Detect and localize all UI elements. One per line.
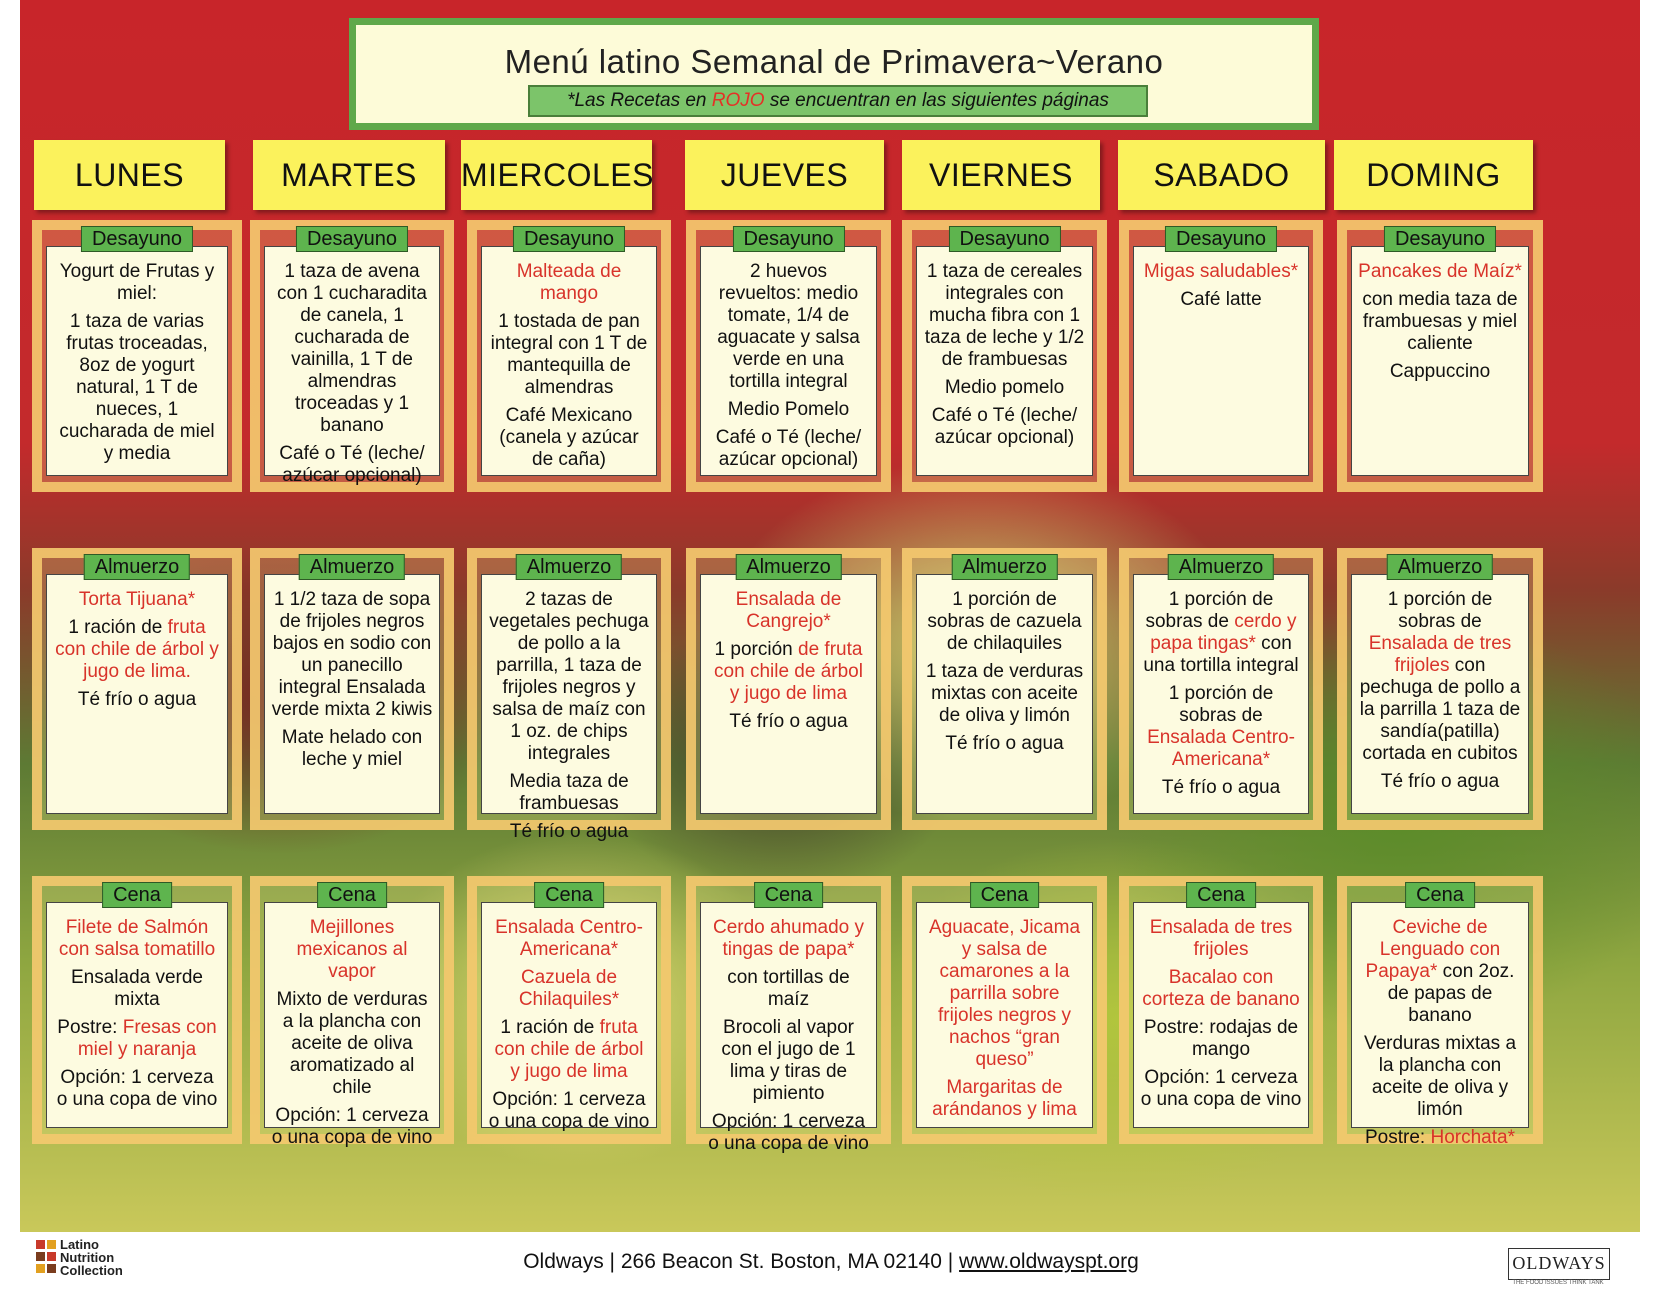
breakfast-content [46, 246, 228, 476]
menu-item-text: Pancakes de Maíz* [1358, 261, 1522, 282]
lunch-label: Almuerzo [1168, 554, 1274, 580]
menu-item-text: Té frío o agua [945, 733, 1064, 754]
day-header-lunes: LUNES [34, 140, 225, 210]
menu-item-text: 1 taza de cereales integrales con mucha fibra con 1 taza de leche y 1/2 de frambuesas [924, 261, 1085, 370]
lunch-card [1119, 548, 1323, 830]
menu-item-text: Mejillones mexicanos al vapor [296, 917, 408, 982]
menu-item-text: Ensalada de tres frijoles [1149, 917, 1293, 960]
day-header-doming: DOMING [1334, 140, 1533, 210]
menu-item-text: Postre: [57, 1017, 123, 1038]
dinner-card [686, 876, 891, 1154]
menu-item-text: Postre: [1365, 1127, 1431, 1148]
menu-item-text: 1 porción [714, 639, 798, 660]
menu-item-text: 1 taza de verduras mixtas con aceite de oliva y limón [925, 661, 1084, 726]
menu-item-text: Migas saludables* [1143, 261, 1299, 282]
lunch-label: Almuerzo [299, 554, 405, 580]
menu-item-text: Brocoli al vapor con el jugo de 1 lima y tiras de pimiento [721, 1017, 856, 1104]
menu-item-text: Ensalada de tres frijoles [1368, 633, 1512, 676]
logo-square [47, 1240, 56, 1249]
menu-item-text: Ensalada Centro-Americana* [1147, 727, 1295, 770]
menu-item-text: Café Mexicano (canela y azúcar de caña) [499, 405, 639, 470]
menu-item-text: Opción: 1 cerveza o una copa de vino [271, 1105, 433, 1148]
lunch-label: Almuerzo [735, 554, 841, 580]
menu-item-text: Torta Tijuana* [78, 589, 196, 610]
menu-item-text: Opción: 1 cerveza o una copa de vino [708, 1111, 869, 1154]
dinner-label: Cena [317, 882, 387, 908]
breakfast-card [250, 220, 454, 492]
dinner-content [1133, 902, 1309, 1128]
menu-item-text: 1 taza de avena con 1 cucharadita de canela, 1 cucharada de vainilla, 1 T de almendras troceadas y 1 banano [277, 261, 427, 436]
oldways-tagline: THE FOOD ISSUES THINK TANK [1512, 1280, 1604, 1286]
breakfast-label: Desayuno [732, 226, 844, 252]
menu-item-text: 1 tostada de pan integral con 1 T de mantequilla de almendras [490, 311, 648, 398]
breakfast-label: Desayuno [81, 226, 193, 252]
lunch-content [916, 574, 1093, 814]
menu-item-text: Aguacate, Jicama y salsa de camarones a la parrilla sobre frijoles negros y nachos “gran queso” [928, 917, 1081, 1070]
menu-item-text: Bacalao con corteza de banano [1142, 967, 1300, 1010]
breakfast-label: Desayuno [296, 226, 408, 252]
lunch-card [902, 548, 1107, 830]
address-text: Oldways | 266 Beacon St. Boston, MA 02140 | [523, 1250, 960, 1273]
menu-item-text: de fruta con chile de árbol y jugo de lima [714, 639, 863, 704]
menu-item-text: 2 huevos revueltos: medio tomate, 1/4 de aguacate y salsa verde en una tortilla integral [717, 261, 860, 392]
breakfast-card [902, 220, 1107, 492]
breakfast-label: Desayuno [1165, 226, 1277, 252]
menu-item-text: Té frío o agua [77, 689, 197, 710]
lunch-content [1351, 574, 1529, 814]
menu-item-text: fruta con chile de árbol y jugo de lima [494, 1017, 644, 1082]
menu-item-text: con pechuga de pollo a la parrilla 1 taza de sandía(patilla) cortada en cubitos [1359, 655, 1521, 764]
footer-address [0, 1250, 1662, 1274]
menu-item-text: Ceviche de Lenguado con Papaya* [1365, 917, 1501, 982]
menu-item-text: Margaritas de arándanos y lima [932, 1077, 1077, 1120]
breakfast-label: Desayuno [948, 226, 1060, 252]
menu-item-text: Medio pomelo [944, 377, 1065, 398]
poster-background [20, 0, 1640, 1232]
day-header-sabado: SABADO [1118, 140, 1325, 210]
breakfast-card [1119, 220, 1323, 492]
menu-item-text: Ensalada verde mixta [70, 967, 204, 1010]
day-header-martes: MARTES [253, 140, 445, 210]
dinner-content [700, 902, 877, 1154]
dinner-label: Cena [970, 882, 1040, 908]
menu-item-text: Café o Té (leche/ azúcar opcional) [279, 443, 425, 486]
menu-item-text: 1 porción de sobras de [1387, 589, 1493, 632]
breakfast-content [264, 246, 440, 486]
menu-item-text: Café o Té (leche/ azúcar opcional) [715, 427, 862, 470]
breakfast-content [700, 246, 877, 476]
lunch-card [467, 548, 671, 842]
menu-item-text: Postre: rodajas de mango [1143, 1017, 1299, 1060]
menu-item-text: con media taza de frambuesas y miel caliente [1362, 289, 1518, 354]
menu-item-text: 1 taza de varias frutas troceadas, 8oz de yogurt natural, 1 T de nueces, 1 cucharada de miel y media [59, 311, 215, 464]
website-link[interactable]: www.oldwayspt.org [959, 1250, 1139, 1273]
lunch-content [481, 574, 657, 842]
breakfast-content [1133, 246, 1309, 476]
dinner-card [467, 876, 671, 1144]
lunch-card [1337, 548, 1543, 830]
lunch-label: Almuerzo [84, 554, 190, 580]
menu-item-text: Media taza de frambuesas [509, 771, 629, 814]
lunch-card [250, 548, 454, 830]
dinner-card [32, 876, 242, 1144]
menu-item-text: con 2oz. de papas de banano [1387, 961, 1515, 1026]
logo-square [36, 1240, 45, 1249]
dinner-content [481, 902, 657, 1132]
note-highlight: ROJO [711, 90, 765, 111]
menu-item-text: Malteada de mango [516, 261, 622, 304]
dinner-label: Cena [1186, 882, 1256, 908]
recipe-note [528, 85, 1148, 117]
lunch-content [700, 574, 877, 814]
breakfast-label: Desayuno [513, 226, 625, 252]
menu-item-text: Cerdo ahumado y tingas de papa* [712, 917, 865, 960]
title-box [349, 18, 1319, 130]
menu-item-text: 1 porción de sobras de [1145, 589, 1274, 632]
lunch-label: Almuerzo [516, 554, 622, 580]
lunch-card [686, 548, 891, 830]
lunch-label: Almuerzo [1387, 554, 1493, 580]
lunch-content [46, 574, 228, 814]
breakfast-content [916, 246, 1093, 476]
menu-item-text: 1 porción de sobras de cazuela de chilaquiles [927, 589, 1082, 654]
dinner-card [1119, 876, 1323, 1144]
note-prefix: *Las Recetas en [567, 90, 712, 111]
dinner-content [916, 902, 1093, 1128]
day-header-miercoles: MIERCOLES [461, 140, 652, 210]
dinner-label: Cena [534, 882, 604, 908]
oldways-logo: OLDWAYS [1508, 1248, 1610, 1280]
menu-item-text: Horchata* [1430, 1127, 1515, 1148]
menu-item-text: 1 ración de [68, 617, 168, 638]
menu-item-text: Opción: 1 cerveza o una copa de vino [488, 1089, 650, 1132]
menu-item-text: Mate helado con leche y miel [281, 727, 423, 770]
dinner-label: Cena [102, 882, 172, 908]
dinner-content [264, 902, 440, 1148]
dinner-card [1337, 876, 1543, 1148]
menu-item-text: Cappuccino [1389, 361, 1491, 382]
breakfast-content [481, 246, 657, 476]
menu-item-text: Té frío o agua [729, 711, 848, 732]
menu-item-text: fruta con chile de árbol y jugo de lima. [55, 617, 219, 682]
menu-item-text: Filete de Salmón con salsa tomatillo [58, 917, 216, 960]
menu-item-text: 2 tazas de vegetales pechuga de pollo a la parrilla, 1 taza de frijoles negros y salsa de maíz con 1 oz. de chips integrales [489, 589, 649, 764]
breakfast-content [1351, 246, 1529, 476]
lunch-card [32, 548, 242, 830]
menu-item-text: Ensalada Centro-Americana* [495, 917, 643, 960]
menu-item-text: cerdo y papa tingas* [1150, 611, 1297, 654]
menu-item-text: 1 porción de sobras de [1168, 683, 1274, 726]
page-title: Menú latino Semanal de Primavera~Verano [504, 43, 1164, 80]
day-header-jueves: JUEVES [685, 140, 884, 210]
breakfast-card [686, 220, 891, 492]
breakfast-card [467, 220, 671, 492]
menu-item-text: con tortillas de maíz [727, 967, 850, 1010]
menu-item-text: Ensalada de Cangrejo* [735, 589, 842, 632]
lunch-content [1133, 574, 1309, 814]
menu-item-text: Té frío o agua [1380, 771, 1500, 792]
logo-text: Latino Nutrition Collection [60, 1237, 123, 1278]
lunch-label: Almuerzo [951, 554, 1057, 580]
breakfast-label: Desayuno [1384, 226, 1496, 252]
menu-item-text: Opción: 1 cerveza o una copa de vino [1140, 1067, 1302, 1110]
dinner-label: Cena [1405, 882, 1475, 908]
dinner-label: Cena [754, 882, 824, 908]
menu-item-text: 1 ración de [500, 1017, 600, 1038]
menu-item-text: Cazuela de Chilaquiles* [518, 967, 620, 1010]
dinner-card [902, 876, 1107, 1144]
menu-item-text: Café o Té (leche/ azúcar opcional) [931, 405, 1078, 448]
dinner-content [1351, 902, 1529, 1148]
day-header-viernes: VIERNES [902, 140, 1100, 210]
dinner-card [250, 876, 454, 1148]
breakfast-card [1337, 220, 1543, 492]
breakfast-card [32, 220, 242, 492]
menu-item-text: Té frío o agua [509, 821, 629, 842]
menu-item-text: Medio Pomelo [727, 399, 850, 420]
menu-item-text: 1 1/2 taza de sopa de frijoles negros bajos en sodio con un panecillo integral Ensalada verde mixta 2 kiwis [271, 589, 433, 720]
menu-item-text: Café latte [1180, 289, 1262, 310]
menu-item-text: Fresas con miel y naranja [77, 1017, 217, 1060]
menu-item-text: Yogurt de Frutas y miel: [59, 261, 215, 304]
menu-item-text: Verduras mixtas a la plancha con aceite de oliva y limón [1363, 1033, 1517, 1120]
menu-item-text: Mixto de verduras a la plancha con aceite de oliva aromatizado al chile [276, 989, 428, 1098]
menu-item-text: Té frío o agua [1161, 777, 1281, 798]
lunch-content [264, 574, 440, 814]
menu-item-text: con una tortilla integral [1143, 633, 1299, 676]
note-suffix: se encuentran en las siguientes páginas [764, 90, 1109, 111]
menu-item-text: Opción: 1 cerveza o una copa de vino [56, 1067, 218, 1110]
dinner-content [46, 902, 228, 1128]
